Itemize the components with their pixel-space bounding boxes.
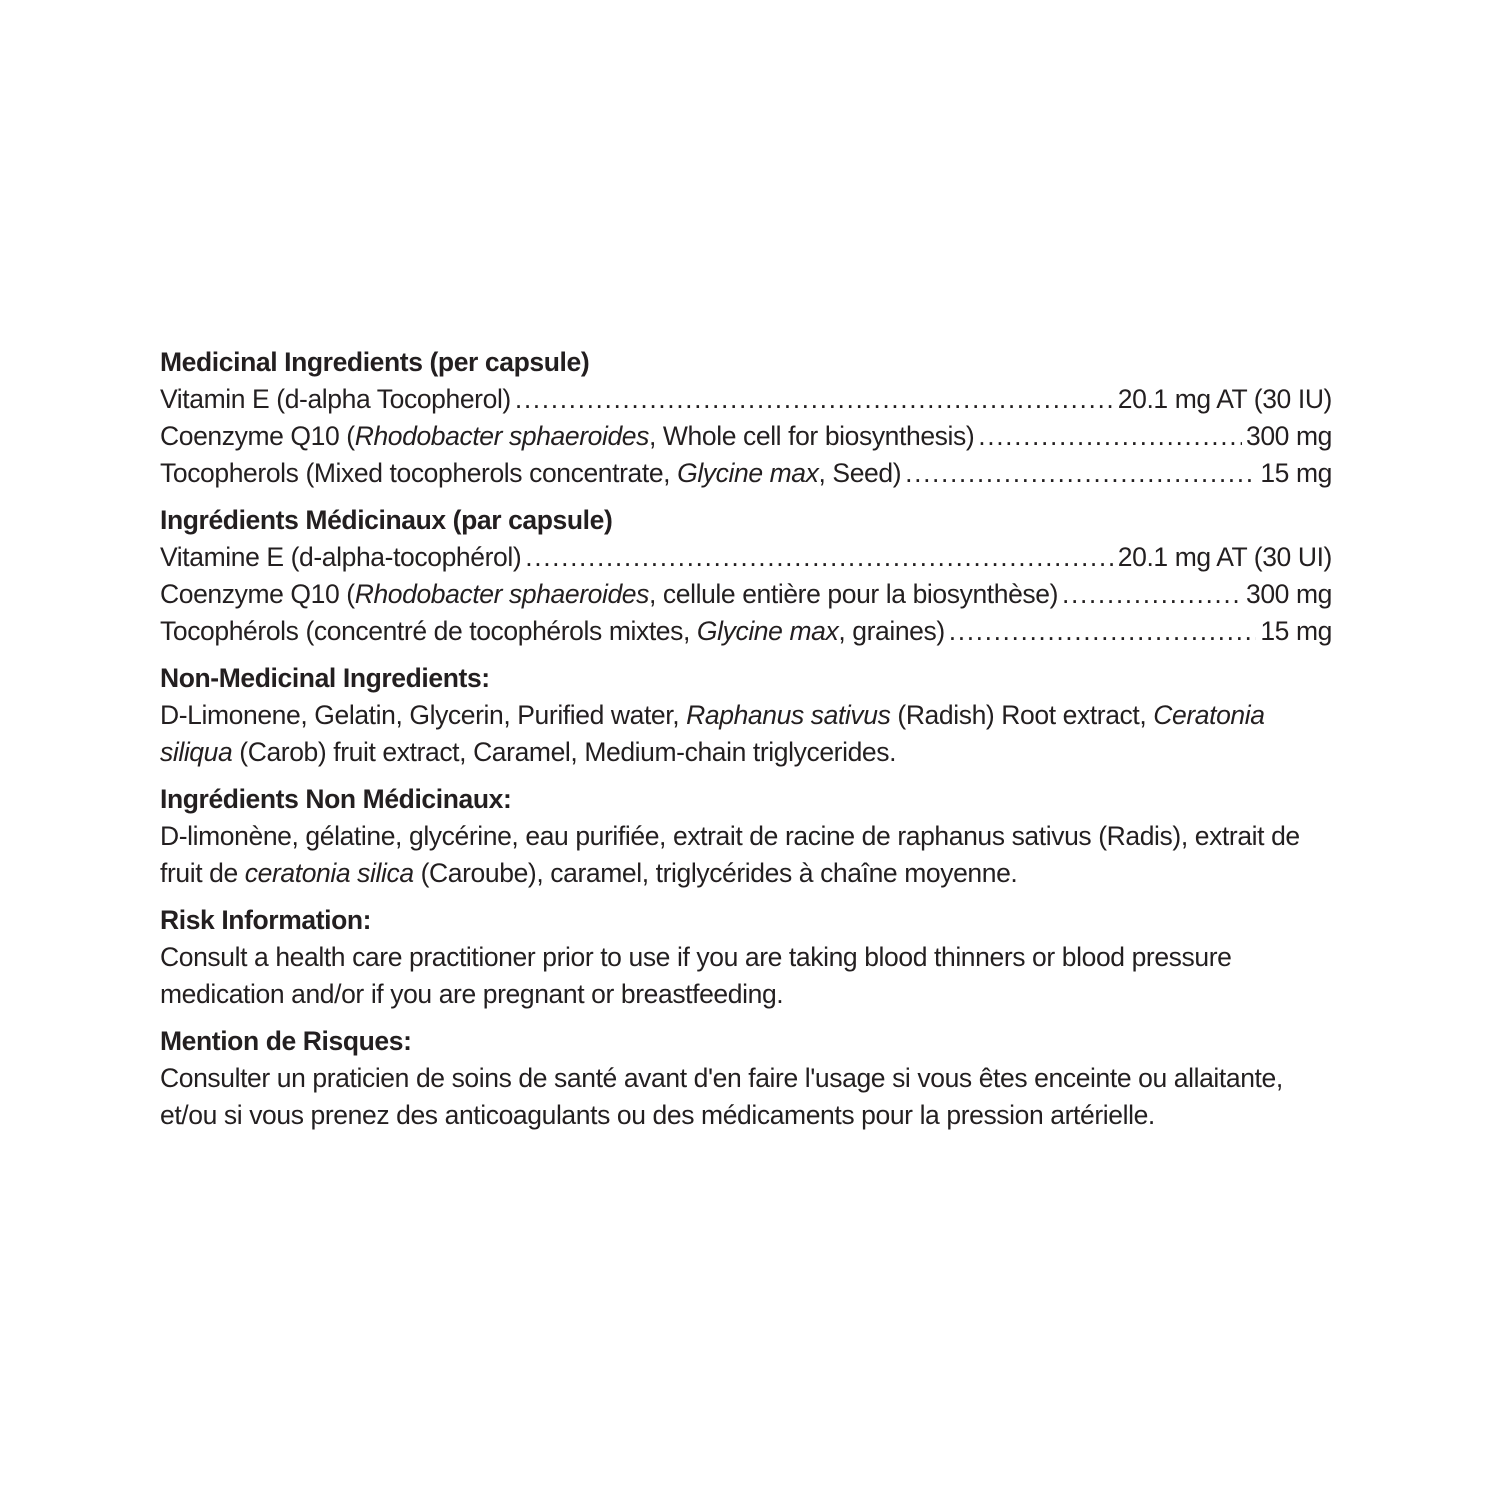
non-medicinal-ingredients-en-section [160, 660, 1332, 771]
dot-leader [905, 455, 1256, 492]
ingredient-row-vitamin-e-fr [160, 539, 1332, 576]
medicinal-ingredients-en-heading: Medicinal Ingredients (per capsule) [160, 347, 590, 377]
ingredient-row-coq10-fr [160, 576, 1332, 613]
risk-information-en-heading: Risk Information: [160, 905, 372, 935]
dot-leader [1062, 576, 1242, 613]
ingredient-amount: 20.1 mg AT (30 IU) [1117, 384, 1332, 414]
non-medicinal-ingredients-fr-section [160, 781, 1332, 892]
risk-information-fr-section [160, 1023, 1332, 1134]
risk-information-fr-text: Consulter un praticien de soins de santé avant d'en faire l'usage si vous êtes enceinte ou allaitante, et/ou si vous prenez des anticoagulants ou des médicaments pour la pression artérielle. [160, 1063, 1283, 1130]
ingredient-row-vitamin-e-en [160, 381, 1332, 418]
non-medicinal-ingredients-en-text: D-Limonene, Gelatin, Glycerin, Purified water, Raphanus sativus (Radish) Root extract, Ceratonia siliqua (Carob) fruit extract, Caramel, Medium-chain triglycerides. [160, 700, 1265, 767]
ingredient-name: Tocopherols (Mixed tocopherols concentrate, Glycine max, Seed) [160, 458, 902, 488]
dot-leader [515, 381, 1114, 418]
non-medicinal-ingredients-fr-heading: Ingrédients Non Médicinaux: [160, 784, 512, 814]
ingredient-amount: 20.1 mg AT (30 UI) [1117, 542, 1332, 572]
non-medicinal-ingredients-en-heading: Non-Medicinal Ingredients: [160, 663, 490, 693]
medicinal-ingredients-fr-heading: Ingrédients Médicinaux (par capsule) [160, 505, 613, 535]
ingredient-name: Coenzyme Q10 (Rhodobacter sphaeroides, Whole cell for biosynthesis) [160, 421, 975, 451]
supplement-label-panel [160, 344, 1332, 1134]
medicinal-ingredients-en-section [160, 344, 1332, 492]
ingredient-row-coq10-en [160, 418, 1332, 455]
dot-leader [978, 418, 1242, 455]
risk-information-en-text: Consult a health care practitioner prior to use if you are taking blood thinners or blood pressure medication and/or if you are pregnant or breastfeeding. [160, 942, 1232, 1009]
dot-leader [949, 613, 1257, 650]
ingredient-name: Vitamin E (d-alpha Tocopherol) [160, 384, 511, 414]
ingredient-amount: 15 mg [1260, 458, 1332, 488]
ingredient-name: Coenzyme Q10 (Rhodobacter sphaeroides, cellule entière pour la biosynthèse) [160, 579, 1059, 609]
ingredient-amount: 15 mg [1260, 616, 1332, 646]
dot-leader [525, 539, 1114, 576]
ingredient-name: Tocophérols (concentré de tocophérols mixtes, Glycine max, graines) [160, 616, 945, 646]
medicinal-ingredients-fr-section [160, 502, 1332, 650]
non-medicinal-ingredients-fr-text: D-limonène, gélatine, glycérine, eau purifiée, extrait de racine de raphanus sativus (Radis), extrait de fruit de ceratonia silica (Caroube), caramel, triglycérides à chaîne moyenne. [160, 821, 1300, 888]
ingredient-amount: 300 mg [1246, 579, 1332, 609]
risk-information-en-section [160, 902, 1332, 1013]
ingredient-name: Vitamine E (d-alpha-tocophérol) [160, 542, 522, 572]
ingredient-amount: 300 mg [1246, 421, 1332, 451]
risk-information-fr-heading: Mention de Risques: [160, 1026, 412, 1056]
ingredient-row-tocopherols-fr [160, 613, 1332, 650]
ingredient-row-tocopherols-en [160, 455, 1332, 492]
